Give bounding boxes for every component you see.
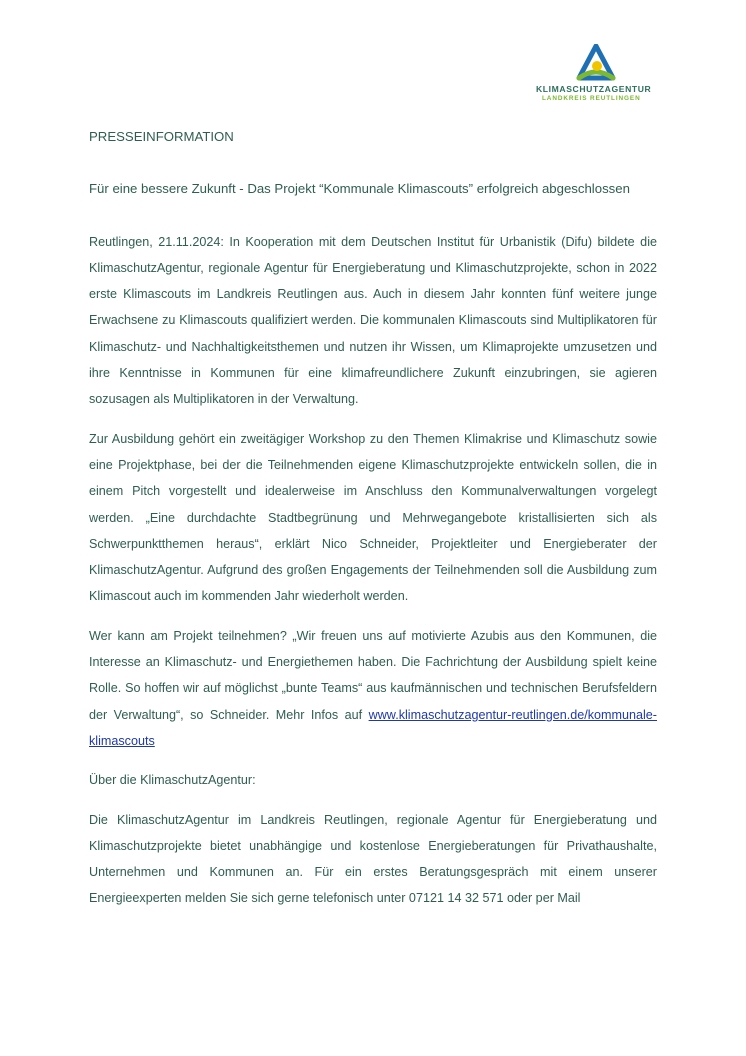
logo-brand-text: KLIMASCHUTZAGENTUR xyxy=(536,84,652,94)
logo-triangle-icon xyxy=(576,44,616,82)
logo-sub-text: LANDKREIS REUTLINGEN xyxy=(542,95,641,102)
paragraph-participation-text: Wer kann am Projekt teilnehmen? „Wir freuen uns auf motivierte Azubis aus den Kommunen, die Interesse an Klimaschutz- und Energiethemen haben. Die Fachrichtung der Ausbildung spielt keine Rolle. So hoffen wir auf möglichst „bunte Teams“ aus kaufmännischen und technischen Berufsfeldern der Verwaltung“, so Schneider. Mehr Infos auf xyxy=(89,628,657,722)
project-link[interactable]: www.klimaschutzagentur-reutlingen.de/kommunale-klimascouts xyxy=(89,707,657,748)
paragraph-participation xyxy=(89,623,657,754)
about-heading: Über die KlimaschutzAgentur: xyxy=(89,773,256,788)
headline: Für eine bessere Zukunft - Das Projekt “Kommunale Klimascouts” erfolgreich abgeschlossen xyxy=(89,181,630,197)
paragraph-about: Die KlimaschutzAgentur im Landkreis Reutlingen, regionale Agentur für Energieberatung und Klimaschutzprojekte bietet unabhängige und kostenlose Energieberatungen für Privathaushalte, Unternehmen und Kommunen an. Für ein erstes Beratungsgespräch mit einem unserer Energieexperten melden Sie sich gerne telefonisch unter 07121 14 32 571 oder per Mail xyxy=(89,812,657,906)
press-release-body xyxy=(89,124,657,912)
document-type-label: PRESSEINFORMATION xyxy=(89,129,234,144)
klimaschutzagentur-logo xyxy=(528,44,660,102)
paragraph-intro: Reutlingen, 21.11.2024: In Kooperation mit dem Deutschen Institut für Urbanistik (Difu) bildete die KlimaschutzAgentur, regionale Agentur für Energieberatung und Klimaschutzprojekte, schon in 2022 erste Klimascouts im Landkreis Reutlingen aus. Auch in diesem Jahr konnten fünf weitere junge Erwachsene zu Klimascouts qualifiziert werden. Die kommunalen Klimascouts sind Multiplikatoren für Klimaschutz- und Nachhaltigkeitsthemen und nutzen ihr Wissen, um Klimaprojekte umzusetzen und ihre Kenntnisse in Kommunen für eine klimafreundlichere Zukunft einzubringen, sie agieren sozusagen als Multiplikatoren in der Verwaltung. xyxy=(89,234,657,407)
paragraph-training: Zur Ausbildung gehört ein zweitägiger Workshop zu den Themen Klimakrise und Klimaschutz sowie eine Projektphase, bei der die Teilnehmenden eigene Klimaschutzprojekte entwickeln sollen, die in einem Pitch vorgestellt und idealerweise im Anschluss den Kommunalverwaltungen vorgelegt werden. „Eine durchdachte Stadtbegrünung und Mehrwegangebote kristallisierten sich als Schwerpunktthemen heraus“, erklärt Nico Schneider, Projektleiter und Energieberater der KlimaschutzAgentur. Aufgrund des großen Engagements der Teilnehmenden soll die Ausbildung zum Klimascout auch im kommenden Jahr wiederholt werden. xyxy=(89,431,657,604)
